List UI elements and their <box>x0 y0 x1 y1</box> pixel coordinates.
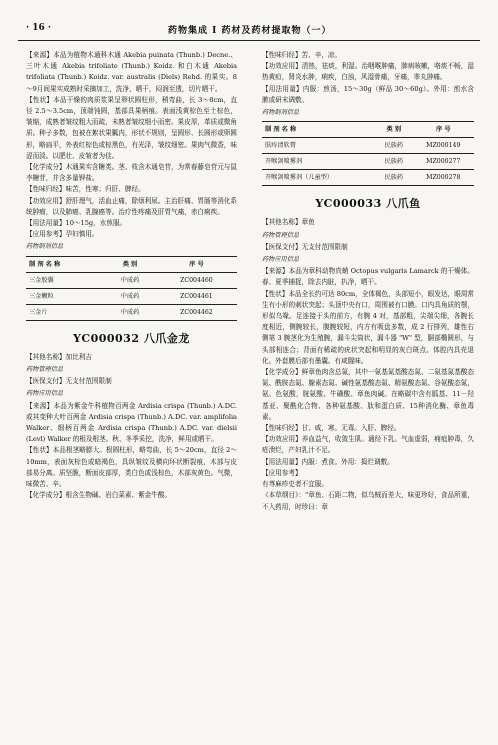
efficacy-paragraph: 【功效应用】舒肝理气，活血止痛，除烦利尿。主治肝痛、胃肠等消化系统肿瘤，以及肺癌、乳腺癌等。治疗性疼痛及肝胃气痛，赤白痢疾。 <box>26 196 237 216</box>
preparations-table <box>262 121 474 186</box>
chemistry-paragraph: 【化学成分】鲜章鱼肉含总氮，其中一氨基氮基酸态氮、二氨基氮基酸态氮、酰胺态氮、腺素态氮、碱性氨基酸态氮、精氨酸态氮、谷氨酸态氮，氨、色氨酸，胱氨酸、牛磺酸、章鱼肉碱。在略碳中含有胍基、11－羟基亚、聚酰化合物、各种氨基酸、肽和蛋白质、15种消化酶、章鱼毒素。 <box>262 368 474 421</box>
column-header: 类 别 <box>375 122 412 138</box>
right-column <box>262 50 474 513</box>
table-cell: 三金片 <box>26 304 104 320</box>
chemistry-paragraph: 【化学成分】根含生物碱、岩白菜素、紫金牛酸。 <box>26 491 172 500</box>
column-header: 制 剂 名 称 <box>262 122 375 138</box>
column-header: 序 号 <box>156 256 237 272</box>
table-cell: 中成药 <box>104 288 156 304</box>
running-title: 药物集成 I 药材及药材提取物（一） <box>168 26 332 36</box>
chemistry-paragraph: 【化学成分】木通果实含糖类。茎、枝含木通皂苷，为常春藤皂苷元与鼠李糖苷，并含多量钾盐。 <box>26 163 237 183</box>
subheading-preparations: 药物制剂信息 <box>262 109 300 117</box>
quotation-paragraph: 《本草纲目》："章鱼、石距二物，似乌贼而差大，味更珍好，食品所重，不入药用，时珍曰：章 <box>262 491 474 511</box>
table-cell: 民族药 <box>375 154 412 170</box>
table-header-row <box>26 256 237 272</box>
page-number: · 16 · <box>26 23 52 33</box>
column-header: 序 号 <box>413 122 474 138</box>
table-cell: ZC004460 <box>156 272 237 288</box>
table-header-row <box>262 122 474 138</box>
table-row <box>262 154 474 170</box>
source-paragraph: 【来源】本品为章科动物真蛸 Octopus vulgaris Lamarck 的干燥体。春、夏季捕捉，除去内脏，扒净，晒干。 <box>262 267 474 287</box>
table-cell: 肤痔清软膏 <box>262 138 375 154</box>
subheading-management: 药物管理信息 <box>262 231 300 239</box>
table-cell: 中成药 <box>104 304 156 320</box>
column-header: 类 别 <box>104 256 156 272</box>
nature-paragraph: 【性味归经】苦、辛，凉。 <box>262 51 342 59</box>
subheading-preparations: 药物制剂信息 <box>26 243 64 251</box>
source-paragraph: 【来源】本品为紫金牛科植物百两金 Ardisia crispa (Thunb.) A.DC. 或其变种大叶百两金 Ardisia crispa (Thunb.) A.DC. var. amplifolia Walker、细柄百两金 Ardisia crispa (Thunb.) A.DC. var. dielsii (Levl) Walker 的根及根茎。秋、冬季采挖，洗净，鲜用或晒干。 <box>26 401 237 444</box>
insurance-paragraph: 【医保支付】无支付范围限制 <box>26 377 112 386</box>
dosage-paragraph: 【用法用量】内服：煮食。外用：捣烂调敷。 <box>262 457 394 466</box>
efficacy-paragraph: 【功效应用】清热，祛痰，利湿。治咽喉肿痛，肺病咳嗽，咯痰不畅，湿热黄疸，肾炎水肿，痢疾，白浊，风湿骨痛，牙痛，睾丸肿痛。 <box>262 62 474 82</box>
other-names-paragraph: 【其他名称】章鱼 <box>262 218 315 227</box>
table-cell: 开喉剑喷雾剂（儿童型） <box>262 170 375 186</box>
subheading-management: 药物管理信息 <box>26 366 64 374</box>
other-names-paragraph: 【其他名称】加比利吉 <box>26 352 92 361</box>
source-paragraph: 【来源】本品为植物木通科木通 Akebia puinata (Thunb.) Decne.、三叶木通 Akebia trifoliate (Thunb.) Koidz. 和白木通 Akebia trifoliata (Thunb.) Koidz. var. australis (Diels) Rehd. 的果实。8～9月间果实成熟时采摘加工，洗净，晒干，闷润至透，切片晒干。 <box>26 51 237 93</box>
table-row <box>262 138 474 154</box>
reference-paragraph: 【应用参考】孕妇慎用。 <box>26 230 99 239</box>
entry-title: YC000033 八爪鱼 <box>315 197 421 211</box>
table-row <box>262 170 474 186</box>
insurance-paragraph: 【医保支付】无支付范围限制 <box>262 242 348 251</box>
table-cell: MZ000277 <box>413 154 474 170</box>
subheading-application: 药物应用信息 <box>262 256 300 264</box>
table-cell: 三金颗粒 <box>26 288 104 304</box>
dosage-paragraph: 【用法用量】内服：煎汤，15～30g（鲜品 30～60g）。外用：煎水含漱或研末调敷。 <box>262 84 474 104</box>
table-cell: 中成药 <box>104 272 156 288</box>
dosage-paragraph: 【用法用量】10～15g，水煎服。 <box>26 219 127 228</box>
column-header: 制 剂 名 称 <box>26 256 104 272</box>
table-row <box>26 304 237 320</box>
table-cell: ZC004462 <box>156 304 237 320</box>
reference-paragraph: 有荨麻疹史者不宜服。 <box>262 480 328 489</box>
left-column <box>26 50 237 502</box>
table-cell: 三金胶囊 <box>26 272 104 288</box>
nature-paragraph: 【性味归经】甘、咸，寒。无毒。入肝、脾经。 <box>262 424 401 433</box>
nature-paragraph: 【性味归经】味苦，性寒；归肝、脾经。 <box>26 185 145 194</box>
description-paragraph: 【性状】本品根茎略膨大。根圆柱形，略弯曲，长 5～20cm，直径 2～10mm，表面灰棕色或暗褐色，具纵皱纹及横向环状断裂痕，木部与皮部易分离。质坚脆，断面皮部厚，类白色或浅棕色，木部灰黄色。气微，味微苦、辛。 <box>26 446 237 489</box>
table-cell: 开喉剑喷雾剂 <box>262 154 375 170</box>
entry-title: YC000032 八爪金龙 <box>73 331 190 345</box>
running-header <box>18 18 480 41</box>
description-paragraph: 【性状】本品全长约可达 80cm，全体褐色，头部短小，眼发达，眼周常生有小形的刺状突起；头顶中央有口，周围被有口膜。口内具角质的颚，形似乌喙。足连接于头的前方，有腕 4 对，基部粗，尖端尖细，各腕长度相近，侧腕较长，腹腕较短，内方有吸盘多数，成 2 行排列，雄性右侧第 3 腕茎化为生殖腕，漏斗尖筒状，漏斗器 "W" 型，胴部椭圆形，与头部相连合；背面有稀疏的疣状突起和明显的灰白斑点。体腔内具壳退化。外套膜后部有墨囊。有咸腥味。 <box>262 289 474 365</box>
preparations-table <box>26 256 237 321</box>
table-cell: MZ000149 <box>413 138 474 154</box>
table-row <box>26 272 237 288</box>
subheading-application: 药物应用信息 <box>26 390 64 398</box>
efficacy-paragraph: 【功效应用】养血益气，收敛生肌。通经下乳。气血虚弱，痈疽肿毒，久疮溃烂，产妇乳汁不足。 <box>262 435 474 455</box>
table-cell: MZ000278 <box>413 170 474 186</box>
table-cell: ZC004461 <box>156 288 237 304</box>
table-cell: 民族药 <box>375 170 412 186</box>
table-row <box>26 288 237 304</box>
reference-heading: 【应用参考】 <box>262 468 302 477</box>
description-paragraph: 【性状】本品干燥的肉质浆果呈卵状圆柱形，稍弯曲，长 3～8cm，直径 2.5～3.5cm，顶端钝圆，基部具果柄痕。表面浅黄棕色至土棕色，皱缩，成熟者皱纹粗大而疏，未熟者皱纹细小而密。果皮厚，革质或微角质。种子多数，包被在絮状果瓤内，形状不规则，呈圆形、长圆形或卵圆形，略扁平，外表红棕色或棕黑色，有光泽，皱纹细密。果肉气微香，味涩而淡。以肥壮、皮皱者为佳。 <box>26 95 237 160</box>
table-cell: 民族药 <box>375 138 412 154</box>
